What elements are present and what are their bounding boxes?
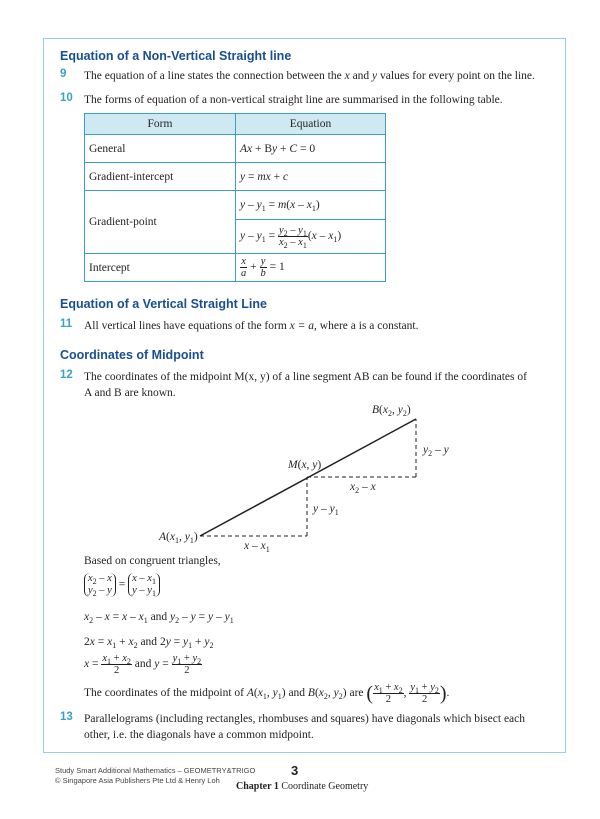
table-cell-intercept: Intercept [85, 254, 236, 282]
section-title-vertical: Equation of a Vertical Straight Line [60, 297, 267, 311]
label-point-a: $A(x_1$, $y_1$) [159, 531, 198, 545]
chapter-footer [236, 781, 368, 792]
item-number-10: 10 [60, 92, 73, 104]
label-x-minus-x1: x – $x_1$ [244, 540, 270, 554]
derivation-congruent: Based on congruent triangles, [84, 555, 221, 567]
item-number-13: 13 [60, 711, 73, 723]
item-12-line2: A and B are known. [84, 387, 176, 399]
item-number-9: 9 [60, 68, 67, 80]
label-point-m: M(x, y) [288, 459, 322, 471]
item-9-x: x [344, 70, 350, 82]
item-11-equation: x = a [289, 320, 315, 332]
derivation-and-1: and [150, 611, 168, 623]
chapter-title: Coordinate Geometry [281, 781, 369, 792]
chapter-number: Chapter 1 [236, 781, 279, 792]
item-9-y: y [372, 70, 378, 82]
derivation-and-2: and [140, 636, 158, 648]
item-11-text-b: , where a is a constant. [314, 320, 419, 332]
derivation-vector-equation: $x_2$ – x $y_2 - y = x - x_1$ y – $y_1$ [84, 573, 160, 597]
label-y2-minus-y: $y_2$ – y [423, 444, 449, 458]
item-11-text-a: All vertical lines have equations of the form [84, 320, 290, 332]
section-title-nonvertical: Equation of a Non-Vertical Straight line [60, 49, 292, 63]
table-eq-intercept: $\frac{x}{a}$ + $\frac{y}{b}$ = 1 [236, 254, 386, 282]
derivation-and-3: and [134, 658, 152, 671]
item-13-line1: Parallelograms (including rectangles, rhombuses and squares) have diagonals which bisect each [84, 713, 526, 725]
item-12-line1: The coordinates of the midpoint M(x, y) of a line segment AB can be found if the coordinates of [84, 371, 527, 383]
item-10-text: The forms of equation of a non-vertical straight line are summarised in the following table. [84, 94, 503, 106]
footer-line-2: © Singapore Asia Publishers Pte Ltd & Henry Loh [55, 776, 220, 785]
table-eq-gradient-point-2: y – $y_1$ = $\frac{y_2 - y_1}{x_2 - x_1}$ $(x - x_1)$ [236, 220, 386, 254]
item-number-11: 11 [60, 318, 73, 330]
table-header-form: Form [85, 114, 236, 135]
derivation-line-4: x = $\frac{x_1 + x_2}{2}$ and y = $\frac{y_1 + y_2}{2}$ [84, 653, 202, 676]
derivation-line-2: $x_2 - x = x - x_1$ and $y_2 - y = y - y_1$ [84, 611, 234, 625]
derivation-line-3: $2x = x_1 + x_2$ and $2y = y_1 + y_2$ [84, 636, 214, 650]
table-eq-general: Ax + By + C = 0 [236, 135, 386, 163]
item-9-text-b: and [349, 70, 373, 82]
table-cell-gradient-intercept: Gradient-intercept [85, 163, 236, 191]
table-cell-general: General [85, 135, 236, 163]
conclusion-text: The coordinates of the midpoint of [84, 687, 245, 700]
footer-credits [55, 766, 255, 786]
label-y-minus-y1: y – $y_1$ [313, 503, 339, 517]
table-eq-gradient-point-1: $y - y_1 = m(x - x_1)$ [236, 191, 386, 220]
footer-line-1: Study Smart Additional Mathematics – GEOMETRY&TRIGO [55, 766, 256, 775]
item-9-text-c: values for every point on the line. [377, 70, 535, 82]
table-cell-gradient-point: Gradient-point [85, 191, 236, 254]
conclusion-are: are [349, 687, 364, 700]
section-title-midpoint: Coordinates of Midpoint [60, 348, 204, 362]
item-9-text-a: The equation of a line states the connection between the [84, 70, 345, 82]
page-number: 3 [291, 763, 299, 778]
label-point-b: $B(x_2$, $y_2$) [372, 404, 411, 418]
table-header-equation: Equation [236, 114, 386, 135]
derivation-conclusion: The coordinates of the midpoint of $A(x_1$, $y_1$) and $B(x_2$, $y_2$) are ( $\frac{x_1 + x_2}{2}$ , $\frac{y_1 + y_2}{2}$ ). [84, 682, 450, 705]
item-number-12: 12 [60, 369, 73, 381]
label-x2-minus-x: $x_2$ – x [350, 481, 376, 495]
table-eq-gradient-intercept: y = mx + c [236, 163, 386, 191]
item-13-line2: other, i.e. the diagonals have a common midpoint. [84, 729, 314, 741]
